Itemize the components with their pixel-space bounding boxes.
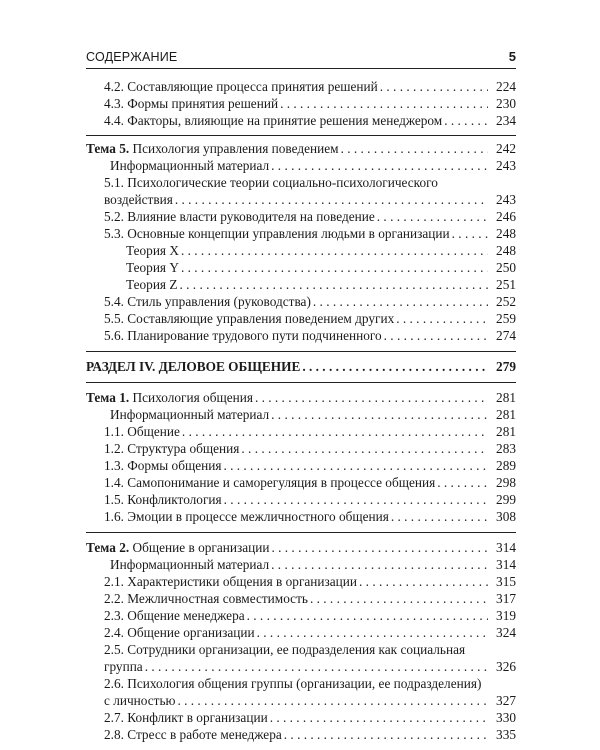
divider (86, 351, 516, 352)
topic-heading: Тема 2. Общение в организации . . . 314 (86, 539, 516, 556)
toc-entry: 1.3. Формы общения . . . 289 (86, 457, 516, 474)
toc-entry: 5.5. Составляющие управления поведением других . . . 259 (86, 310, 516, 327)
toc-entry: Информационный материал . . . 281 (86, 406, 516, 423)
divider (86, 382, 516, 383)
toc-entry: Информационный материал . . . 314 (86, 556, 516, 573)
toc-entry: 4.2. Составляющие процесса принятия решений . . . 224 (86, 78, 516, 95)
toc-entry: 2.1. Характеристики общения в организации . . . 315 (86, 573, 516, 590)
toc-entry: Информационный материал . . . 243 (86, 157, 516, 174)
section-heading: РАЗДЕЛ IV. ДЕЛОВОЕ ОБЩЕНИЕ . . . 279 (86, 358, 516, 375)
toc-entry: 5.2. Влияние власти руководителя на поведение . . . 246 (86, 208, 516, 225)
toc-entry: 1.2. Структура общения . . . 283 (86, 440, 516, 457)
header-rule (86, 68, 516, 69)
topic-heading: Тема 5. Психология управления поведением . . . 242 (86, 140, 516, 157)
toc-entry: 4.4. Факторы, влияющие на принятие решения менеджером . . . 234 (86, 112, 516, 129)
table-of-contents (86, 78, 516, 743)
toc-subentry: Теория Y . . . 250 (86, 259, 516, 276)
toc-entry-line: 2.6. Психология общения группы (организации, ее подразделения) (104, 676, 482, 691)
page-number: 5 (508, 49, 516, 64)
toc-entry-line: 2.5. Сотрудники организации, ее подразделения как социальная (104, 642, 466, 657)
toc-entry: 5.6. Планирование трудового пути подчиненного . . . 274 (86, 327, 516, 344)
divider (86, 135, 516, 136)
toc-entry: с личностью . . . 327 (86, 692, 516, 709)
toc-entry: 5.3. Основные концепции управления людьми в организации . . . 248 (86, 225, 516, 242)
toc-entry: 5.4. Стиль управления (руководства) . . . 252 (86, 293, 516, 310)
topic-heading: Тема 1. Психология общения . . . 281 (86, 389, 516, 406)
divider (86, 532, 516, 533)
toc-entry: 2.4. Общение организации . . . 324 (86, 624, 516, 641)
toc-entry: 1.5. Конфликтология . . . 299 (86, 491, 516, 508)
running-header (86, 47, 516, 71)
toc-entry: 2.8. Стресс в работе менеджера . . . 335 (86, 726, 516, 743)
toc-subentry: Теория Z . . . 251 (86, 276, 516, 293)
toc-entry: 1.4. Самопонимание и саморегуляция в процессе общения . . . 298 (86, 474, 516, 491)
toc-entry: 4.3. Формы принятия решений . . . 230 (86, 95, 516, 112)
toc-entry: группа . . . 326 (86, 658, 516, 675)
toc-subentry: Теория X . . . 248 (86, 242, 516, 259)
toc-entry: 2.2. Межличностная совместимость . . . 317 (86, 590, 516, 607)
running-header-title: СОДЕРЖАНИЕ (86, 50, 178, 64)
toc-entry: 2.3. Общение менеджера . . . 319 (86, 607, 516, 624)
toc-entry-line: 5.1. Психологические теории социально-психологического (104, 175, 438, 190)
toc-entry: 1.1. Общение . . . 281 (86, 423, 516, 440)
toc-entry: 2.7. Конфликт в организации . . . 330 (86, 709, 516, 726)
toc-entry: 1.6. Эмоции в процессе межличностного общения . . . 308 (86, 508, 516, 525)
toc-entry: воздействия . . . 243 (86, 191, 516, 208)
